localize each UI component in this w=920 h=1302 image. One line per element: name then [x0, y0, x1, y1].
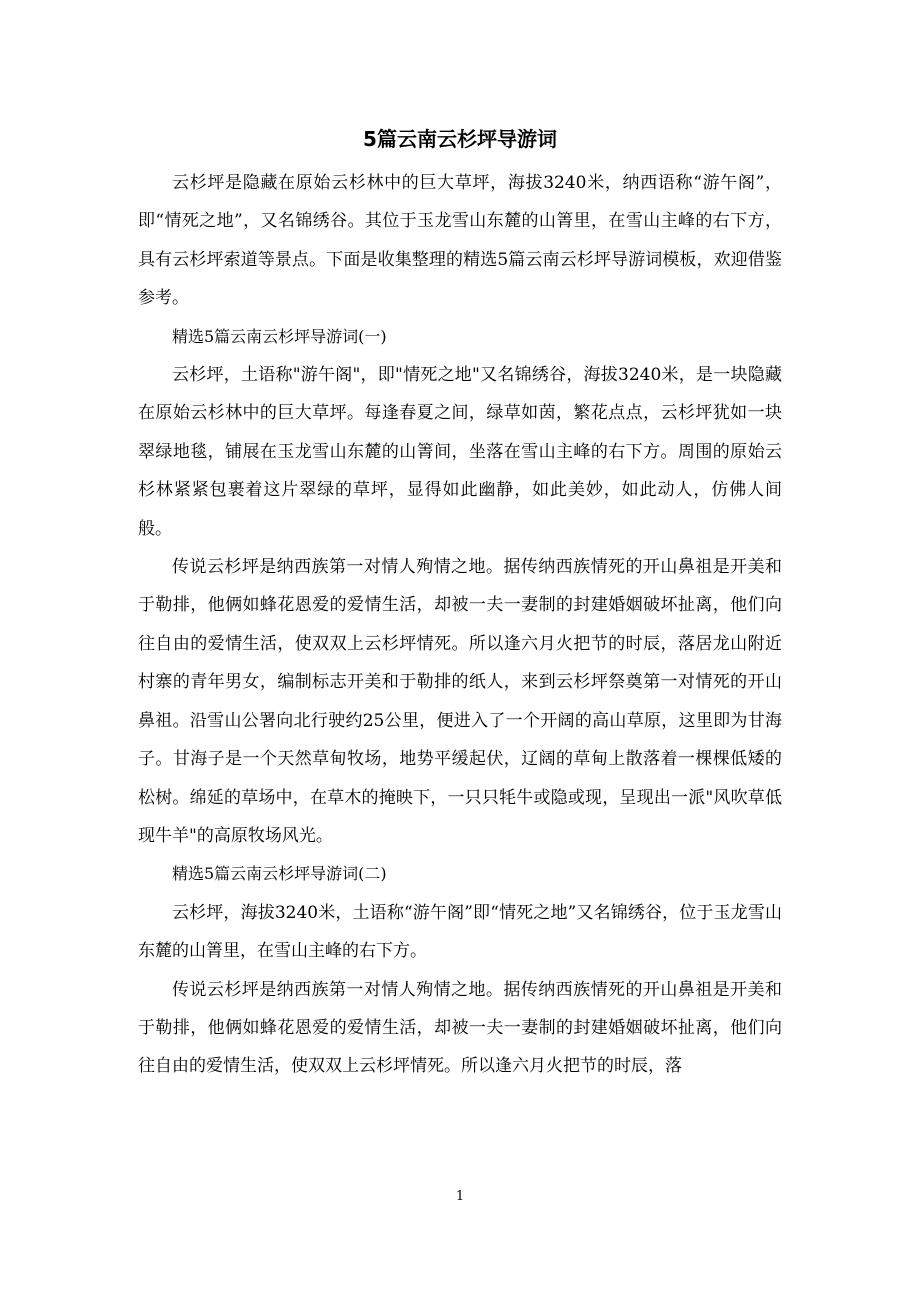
section-2-paragraph-1: 云杉坪，海拔3240米，土语称“游午阁”即“情死之地”又名锦绣谷，位于玉龙雪山东麓的山箐里，在雪山主峰的右下方。	[138, 902, 782, 962]
document-body	[138, 164, 782, 1086]
page-number: 1	[455, 1189, 465, 1204]
section-2-paragraph-2: 传说云杉坪是纳西族第一对情人殉情之地。据传纳西族情死的开山鼻祖是开美和于勒排，他俩如蜂花恩爱的爱情生活，却被一夫一妻制的封建婚姻破坏扯离，他们向往自由的爱情生活，使双双上云杉坪情死。所以逢六月火把节的时辰，落	[138, 979, 782, 1077]
document-title: 5篇云南云杉坪导游词	[363, 127, 557, 151]
section-heading-1: 精选5篇云南云杉坪导游词(一)	[172, 326, 387, 346]
section-1-paragraph-1: 云杉坪，土语称"游午阁"，即"情死之地"又名锦绣谷，海拔3240米，是一块隐藏在原始云杉林中的巨大草坪。每逢春夏之间，绿草如茵，繁花点点，云杉坪犹如一块翠绿地毯，铺展在玉龙雪山东麓的山箐间，坐落在雪山主峰的右下方。周围的原始云杉林紧紧包裹着这片翠绿的草坪，显得如此幽静，如此美妙，如此动人，仿佛人间般。	[138, 365, 782, 539]
intro-paragraph: 云杉坪是隐藏在原始云杉林中的巨大草坪，海拔3240米，纳西语称“游午阁”，即“情死之地”，又名锦绣谷。其位于玉龙雪山东麓的山箐里，在雪山主峰的右下方，具有云杉坪索道等景点。下面是收集整理的精选5篇云南云杉坪导游词模板，欢迎借鉴参考。	[138, 173, 782, 309]
section-1-paragraph-2: 传说云杉坪是纳西族第一对情人殉情之地。据传纳西族情死的开山鼻祖是开美和于勒排，他俩如蜂花恩爱的爱情生活，却被一夫一妻制的封建婚姻破坏扯离，他们向往自由的爱情生活，使双双上云杉坪情死。所以逢六月火把节的时辰，落居龙山附近村寨的青年男女，编制标志开美和于勒排的纸人，来到云杉坪祭奠第一对情死的开山鼻祖。沿雪山公署向北行驶约25公里，便进入了一个开阔的高山草原，这里即为甘海子。甘海子是一个天然草甸牧场，地势平缓起伏，辽阔的草甸上散落着一棵棵低矮的松树。绵延的草场中，在草木的掩映下，一只只牦牛或隐或现，呈现出一派"风吹草低现牛羊"的高原牧场风光。	[138, 557, 782, 846]
section-heading-2: 精选5篇云南云杉坪导游词(二)	[172, 864, 387, 884]
